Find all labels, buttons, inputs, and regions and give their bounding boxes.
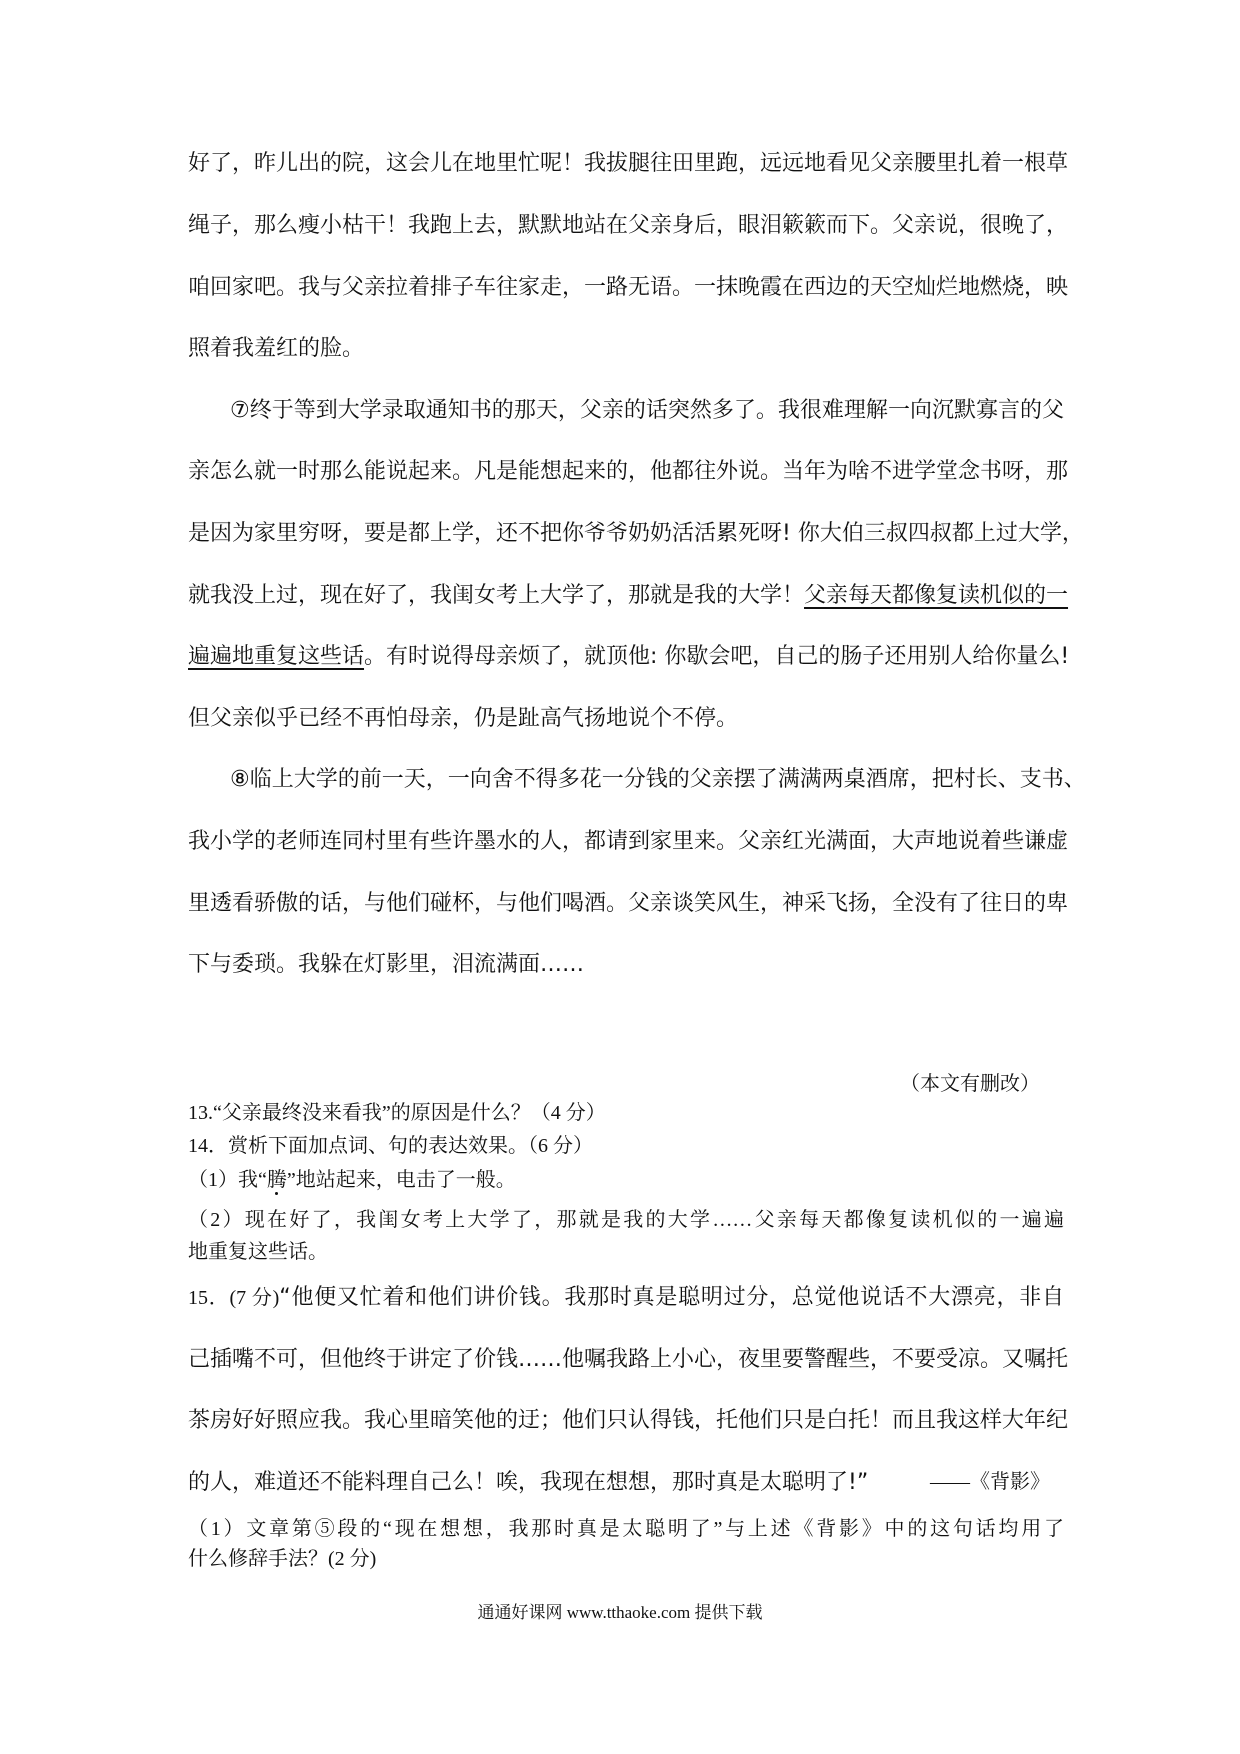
question-14-2-cont: 地重复这些话。: [188, 1241, 328, 1263]
passage-line: 是因为家里穷呀，要是都上学，还不把你爷爷奶奶活活累死呀! 你大伯三叔四叔都上过大学，: [188, 521, 1084, 546]
passage-text: 就我没上过，现在好了，我闺女考上大学了，那就是我的大学！: [188, 583, 805, 608]
passage-line: ⑧临上大学的前一天，一向舍不得多花一分钱的父亲摆了满满两桌酒席，把村长、支书、: [230, 767, 1086, 792]
quote-line: [188, 1469, 1064, 1497]
underlined-sentence: 遍遍地重复这些话: [188, 644, 365, 669]
question-number: 15．(7 分): [188, 1287, 280, 1309]
passage-line: 但父亲似乎已经不再怕母亲，仍是趾高气扬地说个不停。: [188, 706, 739, 731]
quote-line: 茶房好好照应我。我心里暗笑他的迂；他们只认得钱，托他们只是白托！而且我这样大年纪: [188, 1408, 1069, 1433]
question-text: （1）我“: [188, 1169, 267, 1191]
passage-line: 照着我羞红的脸。: [188, 336, 365, 361]
question-13: 13.“父亲最终没来看我”的原因是什么？（4 分）: [188, 1102, 606, 1124]
passage-line: 亲怎么就一时那么能说起来。凡是能想起来的，他都往外说。当年为啥不进学堂念书呀，那: [188, 459, 1069, 484]
passage-line: 咱回家吧。我与父亲拉着排子车往家走，一路无语。一抹晚霞在西边的天空灿烂地燃烧，映: [188, 275, 1069, 300]
page-footer: 通通好课网 www.tthaoke.com 提供下载: [477, 1603, 763, 1622]
passage-line: 好了，昨儿出的院，这会儿在地里忙呢！我拔腿往田里跑，远远地看见父亲腰里扎着一根草: [188, 151, 1069, 176]
passage-line: 绳子，那么瘦小枯干！我跑上去，默默地站在父亲身后，眼泪簌簌而下。父亲说，很晚了，: [188, 213, 1069, 238]
passage-line: 我小学的老师连同村里有些许墨水的人，都请到家里来。父亲红光满面，大声地说着些谦虚: [188, 829, 1069, 854]
passage-line: 里透看骄傲的话，与他们碰杯，与他们喝酒。父亲谈笑风生，神采飞扬，全没有了往日的卑: [188, 891, 1069, 916]
quote-text: 的人，难道还不能料理自己么！唉，我现在想想，那时真是太聪明了!”: [188, 1470, 869, 1495]
question-15: [188, 1284, 1064, 1312]
passage-line: [188, 643, 1070, 671]
question-15-1-cont: 什么修辞手法？(2 分): [188, 1548, 377, 1570]
question-14: 14．赏析下面加点词、句的表达效果。（6 分）: [188, 1135, 593, 1157]
question-14-2: （2）现在好了，我闺女考上大学了，那就是我的大学……父亲每天都像复读机似的一遍遍: [188, 1209, 1064, 1231]
underlined-sentence: 父亲每天都像复读机似的一: [804, 583, 1069, 608]
quote-text: “他便又忙着和他们讲价钱。我那时真是聪明过分，总觉他说话不大漂亮，非自: [279, 1285, 1064, 1310]
source-note: （本文有删改）: [900, 1073, 1040, 1095]
passage-line: ⑦终于等到大学录取通知书的那天，父亲的话突然多了。我很难理解一向沉默寡言的父: [230, 398, 1064, 423]
dotted-word: 腾: [266, 1169, 287, 1191]
question-15-1: （1）文章第⑤段的“现在想想，我那时真是太聪明了”与上述《背影》中的这句话均用了: [188, 1518, 1064, 1540]
quote-attribution: ——《背影》: [930, 1471, 1050, 1493]
passage-line: [188, 582, 1069, 610]
quote-line: 己插嘴不可，但他终于讲定了价钱……他嘱我路上小心，夜里要警醒些，不要受凉。又嘱托: [188, 1347, 1069, 1372]
passage-text: 。有时说得母亲烦了，就顶他: 你歇会吧，自己的肠子还用别人给你量么!: [364, 644, 1070, 669]
question-14-1: [188, 1167, 1064, 1193]
passage-line: 下与委琐。我躲在灯影里，泪流满面……: [188, 952, 585, 977]
question-text: ”地站起来，电击了一般。: [286, 1169, 516, 1191]
